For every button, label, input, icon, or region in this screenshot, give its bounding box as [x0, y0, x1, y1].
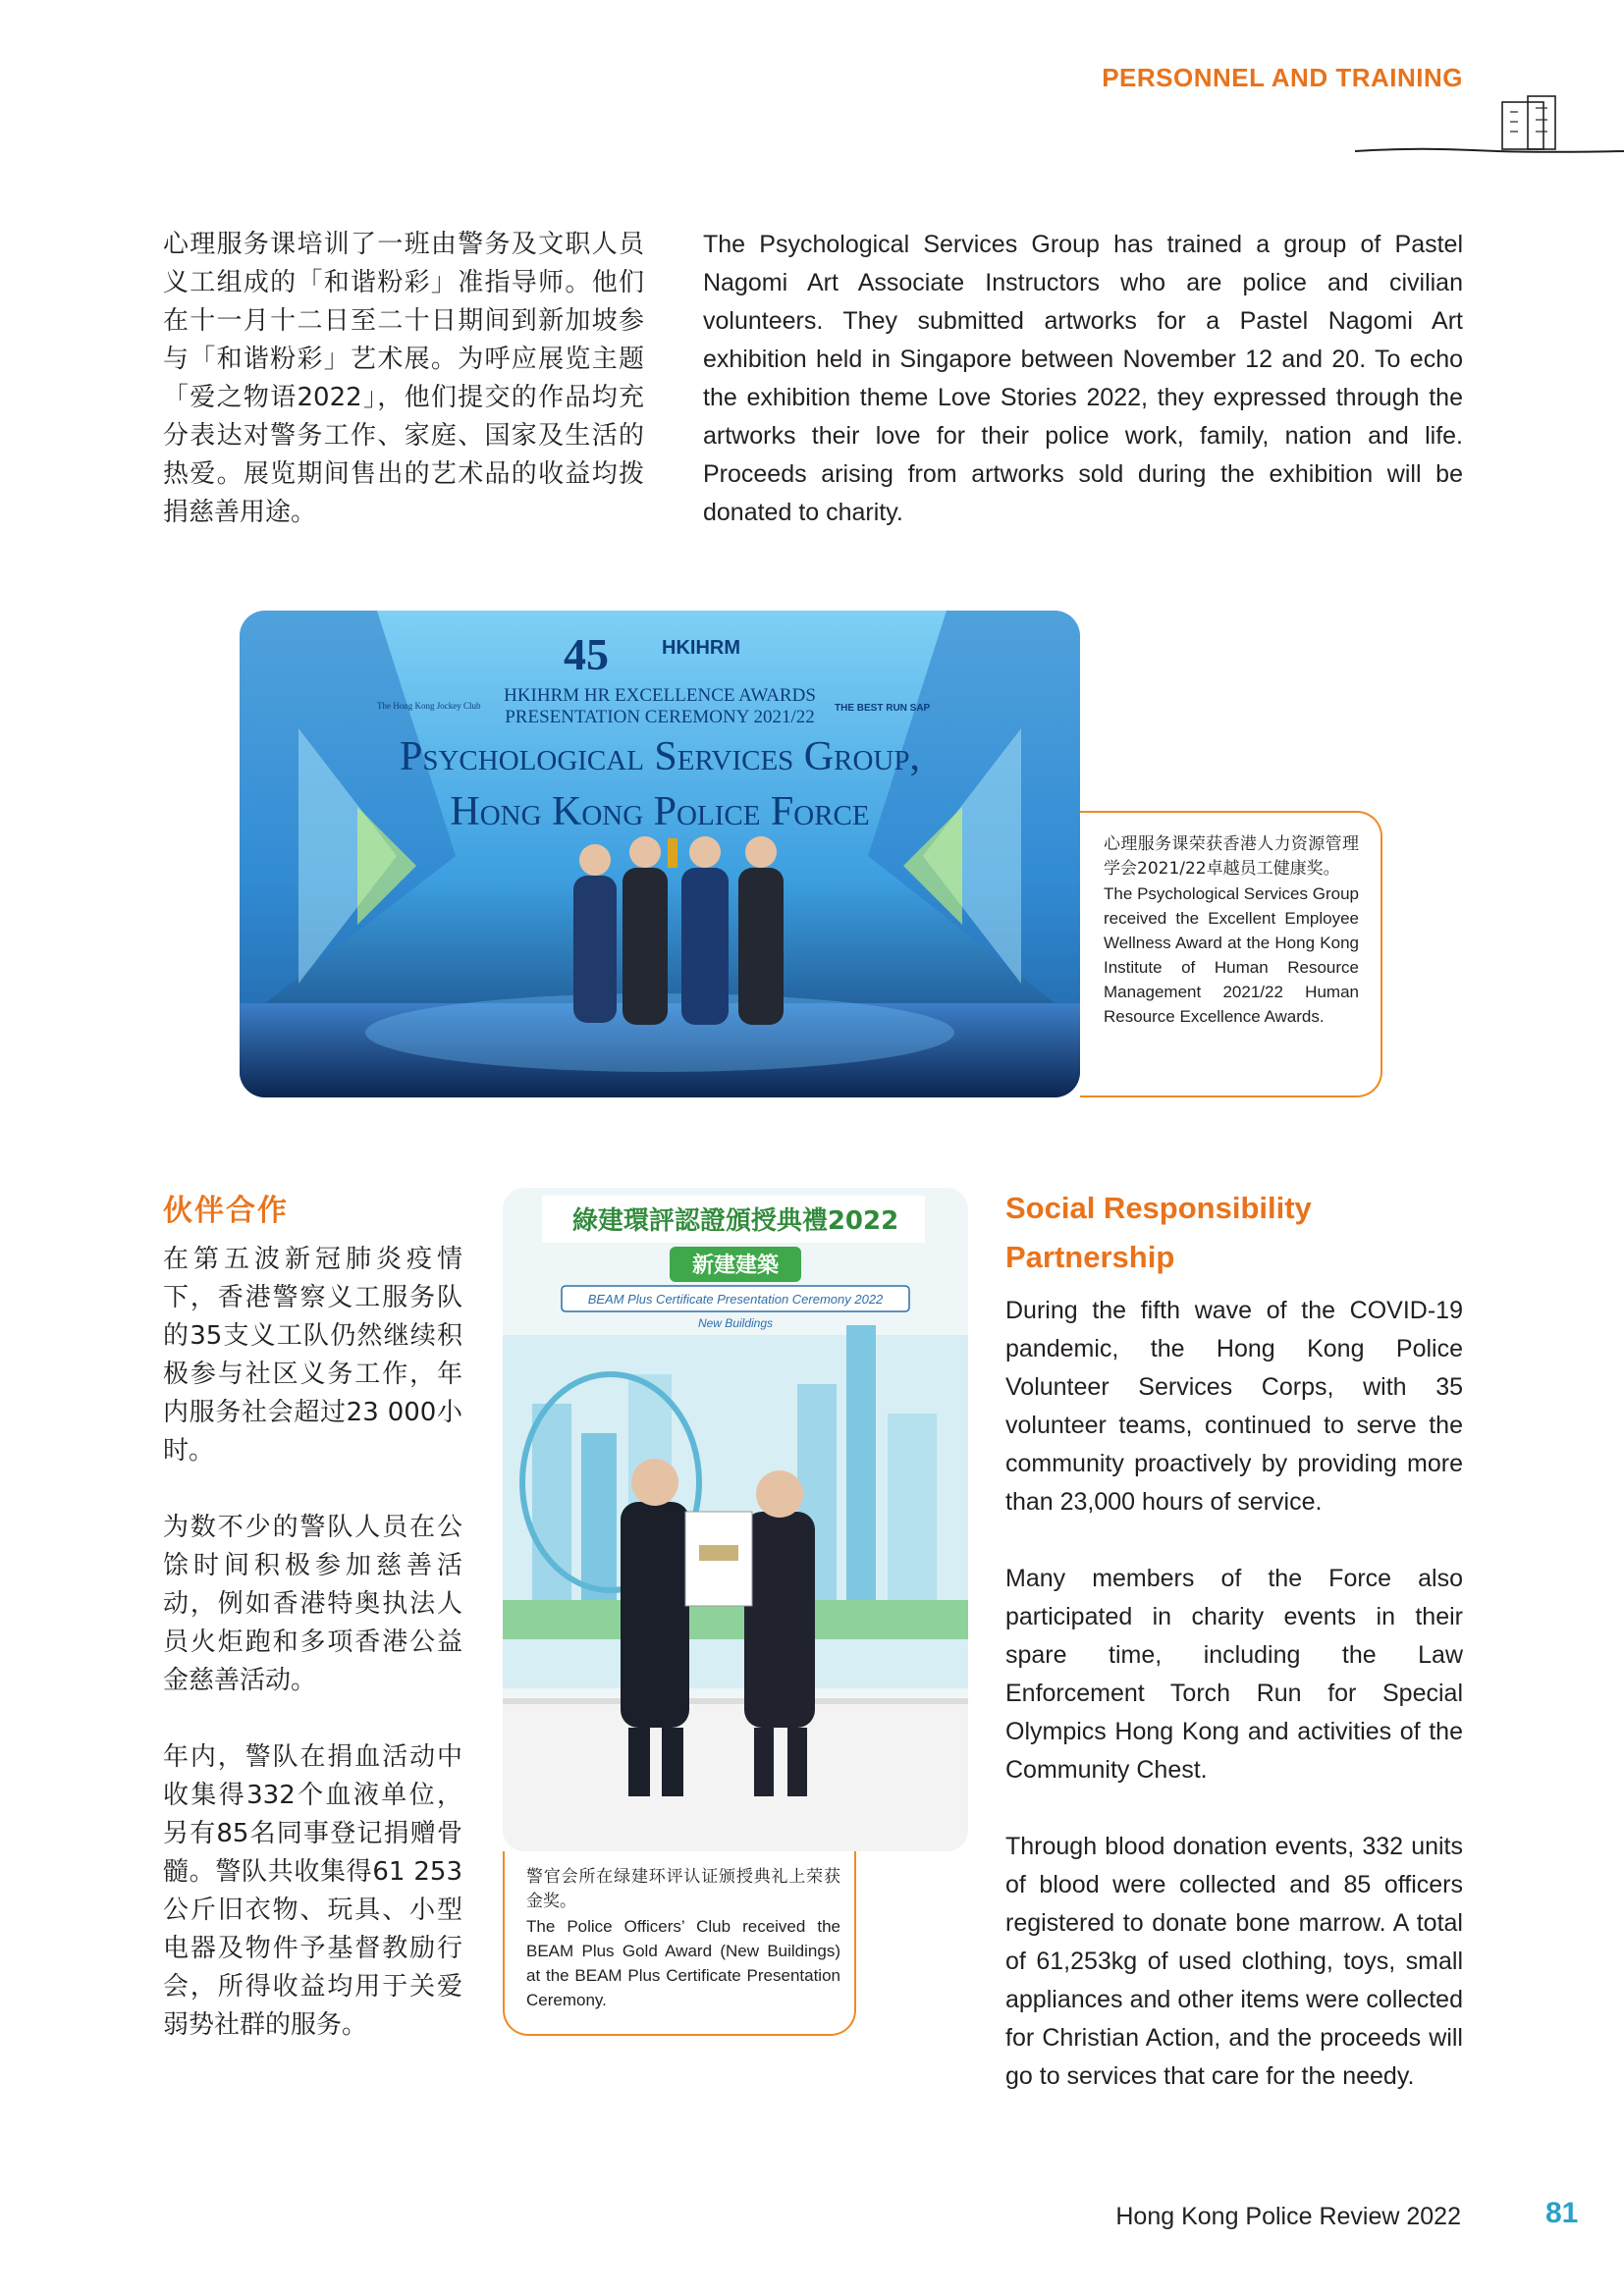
- intro-text-chinese: 心理服务课培训了一班由警务及文职人员义工组成的「和谐粉彩」准指导师。他们在十一月十二日至二十日期间到新加坡参与「和谐粉彩」艺术展。为呼应展览主题「爱之物语2022」，他们提交的作品均充分表达对警务工作、家庭、国家及生活的热爱。展览期间售出的艺术品的收益均拨捐慈善用途。: [163, 230, 644, 527]
- photo-caption-award: [1080, 811, 1382, 1097]
- caption-beam-chinese: 警官会所在绿建环评认证颁授典礼上荣获金奖。: [526, 1867, 840, 1911]
- paragraph-english: Many members of the Force also participated in charity events in their spare time, including the Law Enforcement Torch Run for Special Olympics Hong Kong and activities of the Community Chest.: [1005, 1565, 1463, 1784]
- paragraph-english: During the fifth wave of the COVID-19 pandemic, the Hong Kong Police Volunteer Services Corps, with 35 volunteer teams, continued to serve the community proactively by providing more than 23,000 hours of service.: [1005, 1297, 1463, 1516]
- section-heading-chinese: 伙伴合作: [163, 1194, 289, 1228]
- intro-text-english: The Psychological Services Group has trained a group of Pastel Nagomi Art Associate Instructors who are police and civilian volunteers. They submitted artworks for a Pastel Nagomi Art exhibition held in Singapore between November 12 and 20. To echo the exhibition theme Love Stories 2022, they expressed through the artworks their love for their police work, family, nation and life. Proceeds arising from artworks sold during the exhibition will be donated to charity.: [703, 231, 1463, 526]
- page-number: 81: [1545, 2197, 1579, 2229]
- paragraph-english: Through blood donation events, 332 units of blood were collected and 85 officers registered to donate bone marrow. A total of 61,253kg of used clothing, toys, small appliances and other items were collected for Christian Action, and the proceeds will go to services that care for the needy.: [1005, 1833, 1463, 2090]
- partnership-text-chinese: [163, 1241, 462, 2083]
- banner-subtitle-english: New Buildings: [697, 1316, 774, 1330]
- banner-title2: Hong Kong Police Force: [450, 789, 870, 834]
- photo-caption-beam: [503, 1851, 856, 2036]
- banner-title-chinese: 綠建環評認證頒授典禮2022: [571, 1206, 899, 1236]
- partnership-text-english: [1005, 1292, 1463, 2134]
- banner-subtitle-chinese: 新建建築: [691, 1254, 780, 1278]
- beam-plus-ceremony-photo: [503, 1188, 968, 1851]
- caption-award-chinese: 心理服务课荣获香港人力资源管理学会2021/22卓越员工健康奖。: [1104, 834, 1359, 879]
- caption-beam-english: The Police Officers’ Club received the BEAM Plus Gold Award (New Buildings) at the BEAM Plus Certificate Presentation Ceremony.: [526, 1917, 840, 2009]
- banner-line2: PRESENTATION CEREMONY 2021/22: [505, 707, 815, 727]
- section-heading-english: Social Responsibility Partnership: [1005, 1191, 1312, 1274]
- award-ceremony-photo: [240, 611, 1080, 1097]
- caption-award-english: The Psychological Services Group received the Excellent Employee Wellness Award at the Hong Kong Institute of Human Resource Management 2021/22 Human Resource Excellence Awards.: [1104, 884, 1359, 1026]
- banner-title1: Psychological Services Group,: [400, 734, 920, 779]
- sponsor-right: THE BEST RUN SAP: [835, 703, 931, 714]
- logo-hkihrm: HKIHRM: [662, 637, 740, 659]
- building-line-art: [1355, 90, 1624, 159]
- paragraph-chinese: 在第五波新冠肺炎疫情下，香港警察义工服务队的35支义工队仍然继续积极参与社区义务工作，年内服务社会超过23 000小时。: [163, 1245, 462, 1466]
- paragraph-chinese: 年内，警队在捐血活动中收集得332个血液单位，另有85名同事登记捐赠骨髓。警队共收集得61 253公斤旧衣物、玩具、小型电器及物件予基督教励行会，所得收益均用于关爱弱势社群的服务。: [163, 1742, 462, 2040]
- banner-title-english: BEAM Plus Certificate Presentation Ceremony 2022: [587, 1292, 884, 1307]
- sponsor-left: The Hong Kong Jockey Club: [377, 701, 481, 711]
- banner-line1: HKIHRM HR EXCELLENCE AWARDS: [504, 685, 816, 706]
- logo-45: 45: [564, 629, 609, 679]
- section-label: PERSONNEL AND TRAINING: [1102, 63, 1463, 92]
- publication-title: Hong Kong Police Review 2022: [1115, 2203, 1461, 2230]
- paragraph-chinese: 为数不少的警队人员在公馀时间积极参加慈善活动，例如香港特奥执法人员火炬跑和多项香港公益金慈善活动。: [163, 1513, 462, 1695]
